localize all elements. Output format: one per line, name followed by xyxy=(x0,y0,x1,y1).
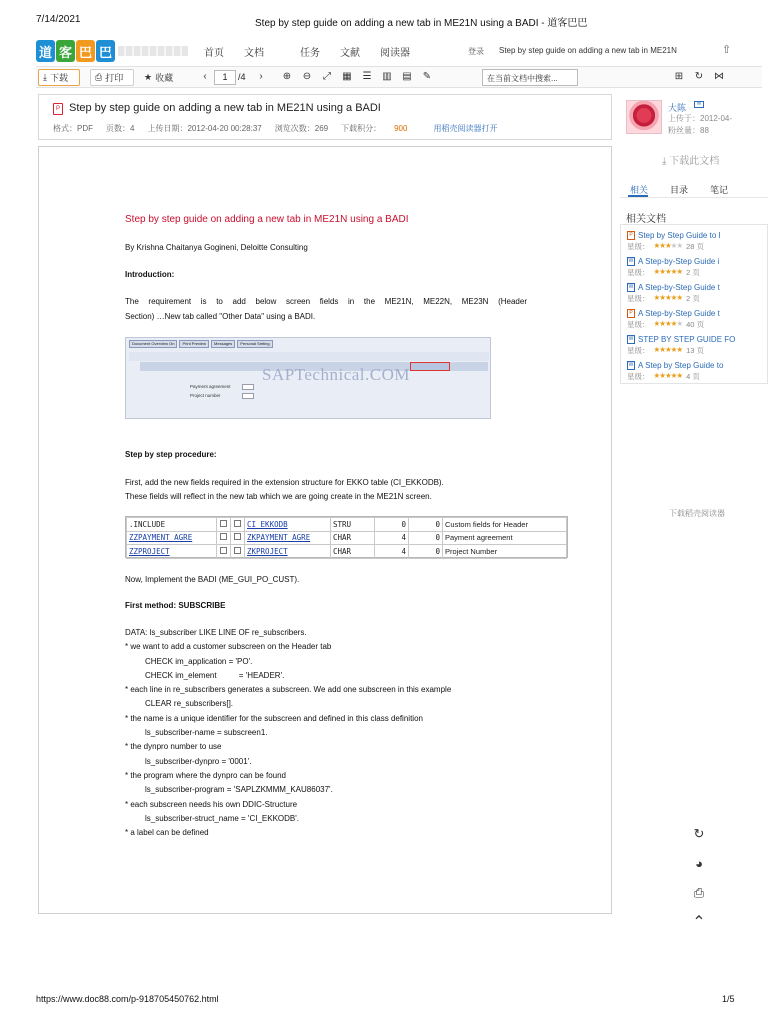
other-data-tab-highlight xyxy=(410,362,450,371)
open-in-reader-link[interactable]: 用稻壳阅读器打开 xyxy=(433,124,498,133)
table-cell: 4 xyxy=(375,531,409,545)
checkbox xyxy=(220,520,227,527)
document-meta xyxy=(53,123,510,134)
sap-button: Personal Setting xyxy=(237,340,272,348)
table-cell: CHAR xyxy=(331,531,375,545)
uploader-fans: 粉丝量：88 xyxy=(668,126,709,135)
related-pages: 2 页 xyxy=(686,294,700,303)
points-value: 900 xyxy=(394,124,408,133)
meta-points xyxy=(341,123,420,134)
doc-heading: Step by step guide on adding a new tab in ME21N using a BADI xyxy=(125,214,409,225)
rating-label: 星级： xyxy=(627,242,650,251)
table-cell: 0 xyxy=(409,531,443,545)
logo-tagline xyxy=(118,46,188,56)
book-icon[interactable]: ▥ xyxy=(382,71,392,82)
table-cell: STRU xyxy=(331,518,375,532)
related-title[interactable]: A Step by Step Guide to xyxy=(638,361,724,370)
code-line: * the program where the dynpro can be found xyxy=(125,770,286,780)
rating-label: 星级： xyxy=(627,346,650,355)
table-cell xyxy=(231,518,245,532)
table-row xyxy=(127,518,567,532)
meta-views: 浏览次数：269 xyxy=(274,124,329,133)
sap-screen-image xyxy=(125,337,491,419)
reader-download-note[interactable]: 下载稻壳阅读器 xyxy=(669,509,725,518)
doc-author: By Krishna Chaitanya Gogineni, Deloitte Consulting xyxy=(125,243,308,252)
code-line: * we want to add a customer subscreen on the Header tab xyxy=(125,642,332,652)
list-item[interactable] xyxy=(627,230,768,253)
intro-line: Section) …New tab called "Other Data" using a BADI. xyxy=(125,312,316,321)
uploader-avatar[interactable] xyxy=(626,100,662,134)
download-button[interactable] xyxy=(38,69,80,86)
active-tab-indicator xyxy=(628,195,648,197)
list-item[interactable] xyxy=(627,282,768,305)
sap-field-label: Payment agreement xyxy=(190,384,231,389)
sap-button: Print Preview xyxy=(179,340,209,348)
list-icon[interactable]: ☰ xyxy=(362,71,372,82)
pdf-icon: P xyxy=(627,309,635,318)
favorite-label: 收藏 xyxy=(155,73,174,83)
fullscreen-icon[interactable]: ⤢ xyxy=(323,71,331,82)
meta-upload-date: 上传日期：2012-04-20 00:28:37 xyxy=(147,124,262,133)
star-rating: ★★★★★ xyxy=(653,241,683,250)
logo-char: 巴 xyxy=(76,40,95,62)
code-line: * a label can be defined xyxy=(125,828,209,838)
document-info xyxy=(38,94,612,140)
rating-label: 星级： xyxy=(627,372,650,381)
list-item[interactable] xyxy=(627,256,768,279)
table-cell xyxy=(217,545,231,559)
word-icon: W xyxy=(628,362,634,368)
table-cell: Project Number xyxy=(443,545,567,559)
print-date: 7/14/2021 xyxy=(36,14,81,25)
first-method-heading: First method: SUBSCRIBE xyxy=(125,601,226,610)
table-cell: ZKPAYMENT_AGRE xyxy=(245,531,331,545)
uploader-date: 上传于：2012-04- xyxy=(668,114,733,123)
print-label: 打印 xyxy=(105,73,124,83)
document-title: Step by step guide on adding a new tab in ME21N using a BADI xyxy=(69,102,381,114)
star-rating: ★★★★★ xyxy=(653,267,683,276)
edit-icon[interactable]: ✎ xyxy=(422,71,432,82)
star-rating: ★★★★★ xyxy=(653,319,683,328)
table-cell: ZZPAYMENT_AGRE xyxy=(127,531,217,545)
header-doc-title: Step by step guide on adding a new tab in ME21N xyxy=(499,46,677,55)
related-title[interactable]: Step by Step Guide to I xyxy=(638,231,721,240)
print-title: Step by step guide on adding a new tab in ME21N using a BADI - 道客巴巴 xyxy=(255,18,588,29)
code-line: * each line in re_subscribers generates a subscreen. We add one subscreen in this example xyxy=(125,685,452,695)
print-button[interactable] xyxy=(90,69,134,86)
upload-icon[interactable]: ⇧ xyxy=(722,44,732,56)
prev-page-icon[interactable]: ‹ xyxy=(203,71,207,82)
procedure-heading: Step by step procedure: xyxy=(125,450,217,459)
related-title[interactable]: A Step-by-Step Guide i xyxy=(638,257,720,266)
table-cell: ZZPROJECT xyxy=(127,545,217,559)
checkbox xyxy=(234,547,241,554)
table-cell xyxy=(217,518,231,532)
zoom-in-icon[interactable]: ⊕ xyxy=(282,71,292,82)
refresh-icon[interactable]: ↻ xyxy=(693,826,705,841)
sap-button: Messages xyxy=(211,340,235,348)
rating-label: 星级： xyxy=(627,268,650,277)
checkbox xyxy=(220,547,227,554)
table-cell: .INCLUDE xyxy=(127,518,217,532)
related-list xyxy=(620,224,768,384)
code-line: ls_subscriber-program = 'SAPLZKMMM_KAU86037'. xyxy=(145,785,333,795)
intro-paragraph xyxy=(125,296,527,322)
code-line: CHECK im_element = 'HEADER'. xyxy=(145,670,285,680)
share-icon[interactable]: ⋈ xyxy=(714,71,724,82)
sap-field-label: Project number xyxy=(190,393,221,398)
list-item[interactable] xyxy=(627,334,768,357)
meta-pages: 页数：4 xyxy=(106,124,135,133)
code-line: CHECK im_application = 'PO'. xyxy=(145,656,253,666)
printer-icon[interactable]: ⎙ xyxy=(693,885,705,900)
related-title[interactable]: A Step-by-Step Guide t xyxy=(638,283,720,292)
table-cell: 0 xyxy=(409,545,443,559)
table-cell xyxy=(231,545,245,559)
table-cell xyxy=(231,531,245,545)
intro-heading: Introduction: xyxy=(125,270,175,279)
related-pages: 40 页 xyxy=(686,320,705,329)
code-line: * each subscreen needs his own DDIC-Structure xyxy=(125,799,298,809)
zoom-out-icon[interactable]: ⊖ xyxy=(302,71,312,82)
related-pages: 2 页 xyxy=(686,268,700,277)
page-total: /4 xyxy=(238,72,246,82)
scroll-top-icon[interactable]: ⌃ xyxy=(692,914,706,931)
code-line: ls_subscriber-dynpro = '0001'. xyxy=(145,756,252,766)
sidebar-download-link[interactable] xyxy=(662,152,719,167)
sidebar-tabs xyxy=(620,176,768,198)
nav-reader[interactable]: 阅读器 xyxy=(380,48,410,59)
related-pages: 4 页 xyxy=(686,372,700,381)
code-line: * the dynpro number to use xyxy=(125,742,222,752)
meta-format: 格式：PDF xyxy=(53,124,93,133)
table-cell: CHAR xyxy=(331,545,375,559)
table-cell: 4 xyxy=(375,545,409,559)
watermark-text: SAPTechnical.COM xyxy=(262,365,410,384)
top-nav xyxy=(204,44,430,59)
checkbox xyxy=(234,520,241,527)
refresh-icon[interactable]: ↻ xyxy=(694,71,704,82)
table-cell: 0 xyxy=(375,518,409,532)
logo-char: 客 xyxy=(56,40,75,62)
sidebar-download-label: 下载此文档 xyxy=(669,156,720,167)
word-icon: W xyxy=(628,336,634,342)
structure-table xyxy=(126,517,567,559)
document-search-input[interactable]: 在当前文档中搜索... xyxy=(482,69,578,86)
implement-line: Now, Implement the BADI (ME_GUI_PO_CUST). xyxy=(125,575,300,584)
print-page-number: 1/5 xyxy=(722,994,735,1004)
mail-icon[interactable]: ✉ xyxy=(694,101,704,108)
wechat-icon[interactable]: ◕ xyxy=(695,856,703,871)
code-block xyxy=(125,626,545,840)
uploader-name[interactable]: 大陈 xyxy=(668,103,687,113)
intro-line: The requirement is to add below screen fields in the ME21N, ME22N, ME23N (Header xyxy=(125,297,527,306)
related-title[interactable]: A Step-by-Step Guide t xyxy=(638,309,720,318)
star-rating: ★★★★★ xyxy=(653,371,683,380)
code-line: ls_subscriber-struct_name = 'CI_EKKODB'. xyxy=(145,813,299,823)
nav-home[interactable]: 首页 xyxy=(204,48,224,59)
download-icon: ⤓ xyxy=(43,72,47,82)
rating-label: 星级： xyxy=(627,294,650,303)
logo-char: 巴 xyxy=(96,40,115,62)
print-icon: ⎙ xyxy=(95,72,103,82)
table-row xyxy=(127,531,567,545)
rating-label: 星级： xyxy=(627,320,650,329)
word-icon: W xyxy=(628,284,634,290)
sap-button: Document Overview On xyxy=(129,340,177,348)
download-label: 下载 xyxy=(49,73,68,83)
list-item[interactable] xyxy=(627,360,768,383)
nav-tasks[interactable]: 任务 xyxy=(300,48,320,59)
procedure-line: First, add the new fields required in the extension structure for EKKO table (CI_EKKODB). xyxy=(125,478,444,487)
next-page-icon[interactable]: › xyxy=(259,71,263,82)
table-cell xyxy=(217,531,231,545)
code-line: CLEAR re_subscribers[]. xyxy=(145,699,234,709)
table-cell: Payment agreement xyxy=(443,531,567,545)
document-toolbar xyxy=(36,66,762,88)
pdf-icon: P xyxy=(627,231,635,240)
star-rating: ★★★★★ xyxy=(653,293,683,302)
tab-contents[interactable]: 目录 xyxy=(670,185,689,195)
table-row xyxy=(127,545,567,559)
code-line: DATA: ls_subscriber LIKE LINE OF re_subscribers. xyxy=(125,628,307,637)
nav-docs[interactable]: 文档 xyxy=(244,48,264,59)
procedure-line: These fields will reflect in the new tab which we are going create in the ME21N screen. xyxy=(125,492,432,501)
sap-header-row xyxy=(129,352,489,361)
sap-field-box xyxy=(242,393,254,399)
table-cell: Custom fields for Header xyxy=(443,518,567,532)
related-heading: 相关文档 xyxy=(626,214,666,225)
download-icon: ⤓ xyxy=(662,156,670,167)
table-cell: 0 xyxy=(409,518,443,532)
code-line: * the name is a unique identifier for the subscreen and defined in this class definition xyxy=(125,713,423,723)
pdf-icon: P xyxy=(53,103,63,115)
related-pages: 13 页 xyxy=(686,346,705,355)
logo-char: 道 xyxy=(36,40,55,62)
print-url: https://www.doc88.com/p-918705450762.html xyxy=(36,994,219,1004)
star-rating: ★★★★★ xyxy=(653,345,683,354)
star-icon: ★ xyxy=(144,72,153,82)
table-cell: ZKPROJECT xyxy=(245,545,331,559)
tab-related[interactable]: 相关 xyxy=(630,185,649,195)
tab-notes[interactable]: 笔记 xyxy=(710,185,729,195)
list-item[interactable] xyxy=(627,308,768,331)
bookmark-icon[interactable]: ▤ xyxy=(402,71,412,82)
table-cell: CI_EKKODB xyxy=(245,518,331,532)
related-title[interactable]: STEP BY STEP GUIDE FO xyxy=(638,335,736,344)
page-number-input[interactable]: 1 xyxy=(214,70,236,85)
plus-icon[interactable]: ⊞ xyxy=(674,71,684,82)
document-page xyxy=(38,146,612,914)
word-icon: W xyxy=(628,258,634,264)
sap-toolbar xyxy=(129,340,273,348)
site-logo[interactable] xyxy=(36,40,116,62)
structure-table-image xyxy=(125,516,568,558)
checkbox xyxy=(220,533,227,540)
favorite-button[interactable] xyxy=(140,69,186,86)
points-label: 下载积分： xyxy=(341,124,382,133)
checkbox xyxy=(234,533,241,540)
nav-papers[interactable]: 文献 xyxy=(340,48,360,59)
grid-icon[interactable]: ▦ xyxy=(342,71,352,82)
related-pages: 28 页 xyxy=(686,242,705,251)
code-line: ls_subscriber-name = subscreen1. xyxy=(145,728,268,738)
login-link[interactable]: 登录 xyxy=(468,47,484,56)
sap-field-box xyxy=(242,384,254,390)
